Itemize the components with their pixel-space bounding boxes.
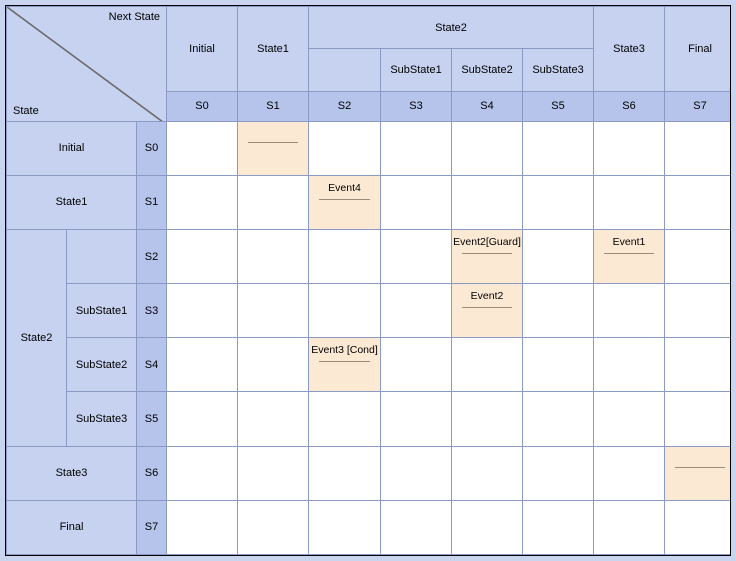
cell-s6-s3[interactable] — [381, 446, 452, 500]
cell-s6-s5[interactable] — [523, 446, 594, 500]
transition-label: Event1 — [612, 235, 646, 248]
row-id-s7: S7 — [137, 500, 167, 554]
cell-s3-s3[interactable] — [381, 284, 452, 338]
cell-s7-s7[interactable] — [665, 500, 731, 554]
cell-s5-s6[interactable] — [594, 392, 665, 446]
cell-s2-s2[interactable] — [309, 229, 381, 283]
cell-s5-s2[interactable] — [309, 392, 381, 446]
cell-s4-s0[interactable] — [167, 338, 238, 392]
cell-s4-s7[interactable] — [665, 338, 731, 392]
col-group-initial: Initial — [167, 7, 238, 92]
cell-s2-s4[interactable] — [452, 229, 523, 283]
transition-s3-s4 — [452, 284, 522, 337]
cell-s1-s2[interactable] — [309, 175, 381, 229]
col-sub-substate2: SubState2 — [452, 49, 523, 91]
cell-s2-s5[interactable] — [523, 229, 594, 283]
col-id-s5: S5 — [523, 91, 594, 121]
cell-s4-s6[interactable] — [594, 338, 665, 392]
col-id-s3: S3 — [381, 91, 452, 121]
matrix-container — [5, 5, 731, 556]
cell-s1-s6[interactable] — [594, 175, 665, 229]
row-header-state1: State1 — [7, 175, 137, 229]
cell-s5-s0[interactable] — [167, 392, 238, 446]
cell-s3-s1[interactable] — [238, 284, 309, 338]
transition-s1-s2 — [309, 176, 380, 229]
cell-s0-s5[interactable] — [523, 121, 594, 175]
state-label: State — [13, 104, 39, 117]
transition-rule — [248, 142, 298, 143]
cell-s5-s5[interactable] — [523, 392, 594, 446]
cell-s3-s0[interactable] — [167, 284, 238, 338]
cell-s7-s6[interactable] — [594, 500, 665, 554]
cell-s5-s4[interactable] — [452, 392, 523, 446]
row-sub-substate2: SubState2 — [67, 338, 137, 392]
transition-rule — [319, 361, 370, 362]
col-id-s6: S6 — [594, 91, 665, 121]
transition-rule — [675, 467, 725, 468]
row-group-state2: State2 — [7, 229, 67, 446]
matrix-corner-header — [7, 7, 167, 122]
col-id-s2: S2 — [309, 91, 381, 121]
cell-s0-s1[interactable] — [238, 121, 309, 175]
cell-s4-s2[interactable] — [309, 338, 381, 392]
cell-s0-s3[interactable] — [381, 121, 452, 175]
cell-s5-s3[interactable] — [381, 392, 452, 446]
cell-s0-s4[interactable] — [452, 121, 523, 175]
cell-s7-s5[interactable] — [523, 500, 594, 554]
state-transition-matrix — [6, 6, 731, 555]
transition-label: Event4 — [328, 181, 361, 194]
cell-s6-s6[interactable] — [594, 446, 665, 500]
transition-s2-s6 — [594, 230, 664, 283]
cell-s1-s5[interactable] — [523, 175, 594, 229]
row-header-initial: Initial — [7, 121, 137, 175]
transition-rule — [462, 253, 512, 254]
next-state-label: Next State — [108, 11, 161, 23]
cell-s0-s2[interactable] — [309, 121, 381, 175]
cell-s7-s4[interactable] — [452, 500, 523, 554]
cell-s2-s0[interactable] — [167, 229, 238, 283]
transition-label: Event2 — [470, 290, 504, 303]
transition-rule — [462, 307, 512, 308]
cell-s7-s0[interactable] — [167, 500, 238, 554]
cell-s3-s6[interactable] — [594, 284, 665, 338]
col-group-final: Final — [665, 7, 731, 92]
cell-s1-s3[interactable] — [381, 175, 452, 229]
col-id-s0: S0 — [167, 91, 238, 121]
transition-s2-s4 — [452, 230, 522, 283]
transition-rule — [604, 253, 654, 254]
cell-s4-s4[interactable] — [452, 338, 523, 392]
cell-s1-s4[interactable] — [452, 175, 523, 229]
transition-s0-s1 — [238, 122, 308, 175]
cell-s2-s6[interactable] — [594, 229, 665, 283]
row-sub-state2-main — [67, 229, 137, 283]
cell-s0-s7[interactable] — [665, 121, 731, 175]
col-sub-substate3: SubState3 — [523, 49, 594, 91]
cell-s3-s2[interactable] — [309, 284, 381, 338]
cell-s6-s4[interactable] — [452, 446, 523, 500]
col-id-s1: S1 — [238, 91, 309, 121]
transition-label: Event2[Guard] — [453, 235, 521, 248]
cell-s5-s7[interactable] — [665, 392, 731, 446]
cell-s2-s7[interactable] — [665, 229, 731, 283]
cell-s3-s5[interactable] — [523, 284, 594, 338]
transition-s6-s7 — [665, 447, 731, 500]
cell-s1-s0[interactable] — [167, 175, 238, 229]
row-id-s2: S2 — [137, 229, 167, 283]
cell-s4-s3[interactable] — [381, 338, 452, 392]
cell-s6-s2[interactable] — [309, 446, 381, 500]
row-header-final: Final — [7, 500, 137, 554]
transition-label: Event3 [Cond] — [311, 344, 378, 357]
row-sub-substate1: SubState1 — [67, 284, 137, 338]
col-sub-state2-main — [309, 49, 381, 91]
cell-s7-s2[interactable] — [309, 500, 381, 554]
cell-s0-s6[interactable] — [594, 121, 665, 175]
row-id-s5: S5 — [137, 392, 167, 446]
cell-s3-s7[interactable] — [665, 284, 731, 338]
cell-s4-s5[interactable] — [523, 338, 594, 392]
row-id-s4: S4 — [137, 338, 167, 392]
cell-s6-s0[interactable] — [167, 446, 238, 500]
cell-s1-s7[interactable] — [665, 175, 731, 229]
cell-s0-s0[interactable] — [167, 121, 238, 175]
col-sub-substate1: SubState1 — [381, 49, 452, 91]
cell-s7-s3[interactable] — [381, 500, 452, 554]
cell-s2-s1[interactable] — [238, 229, 309, 283]
cell-s6-s7[interactable] — [665, 446, 731, 500]
row-id-s0: S0 — [137, 121, 167, 175]
row-id-s3: S3 — [137, 284, 167, 338]
cell-s7-s1[interactable] — [238, 500, 309, 554]
cell-s2-s3[interactable] — [381, 229, 452, 283]
col-group-state3: State3 — [594, 7, 665, 92]
row-sub-substate3: SubState3 — [67, 392, 137, 446]
cell-s3-s4[interactable] — [452, 284, 523, 338]
col-group-state2: State2 — [309, 7, 594, 49]
row-header-state3: State3 — [7, 446, 137, 500]
transition-rule — [319, 199, 370, 200]
cell-s1-s1[interactable] — [238, 175, 309, 229]
col-group-state1: State1 — [238, 7, 309, 92]
col-id-s4: S4 — [452, 91, 523, 121]
cell-s6-s1[interactable] — [238, 446, 309, 500]
row-id-s1: S1 — [137, 175, 167, 229]
transition-s4-s2 — [309, 338, 380, 391]
col-id-s7: S7 — [665, 91, 731, 121]
row-id-s6: S6 — [137, 446, 167, 500]
cell-s5-s1[interactable] — [238, 392, 309, 446]
cell-s4-s1[interactable] — [238, 338, 309, 392]
